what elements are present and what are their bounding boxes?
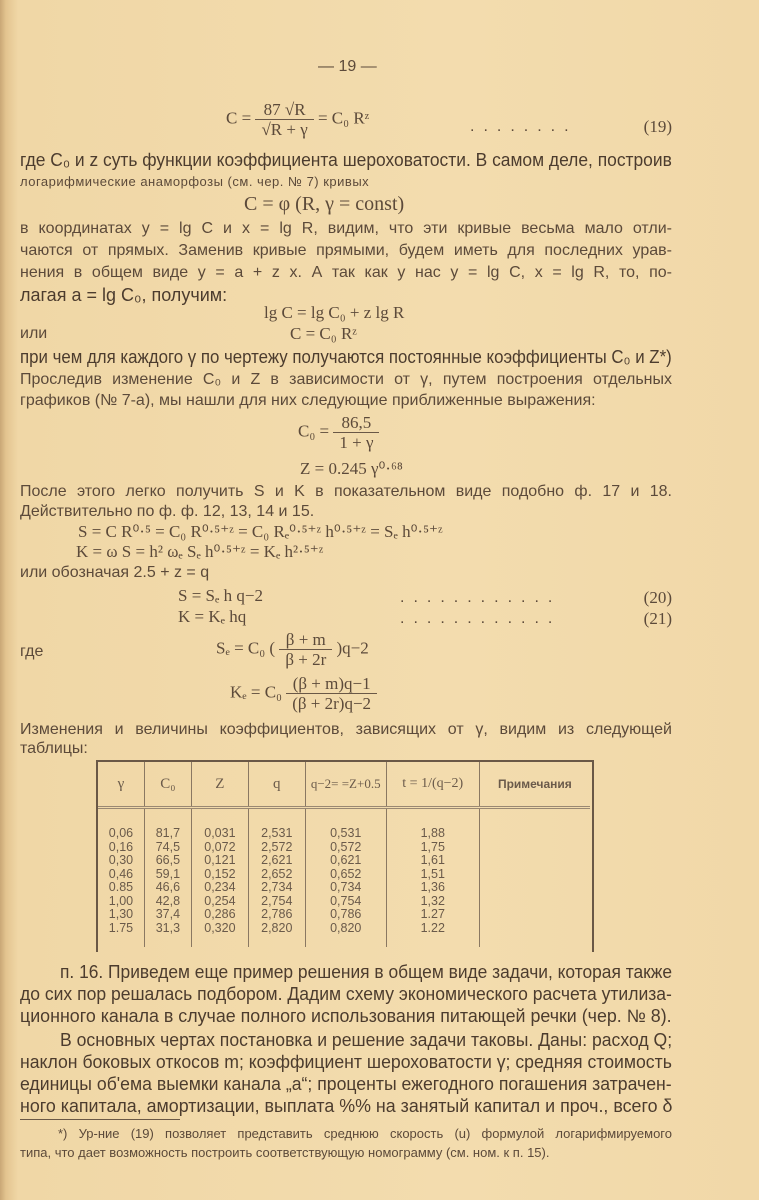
table-cell: 0,234 [204, 880, 236, 894]
table-cell: 0,06 [108, 826, 134, 840]
equation-20: S = Sₑ h q−2 [178, 586, 263, 605]
text-line: Действительно по ф. ф. 12, 13, 14 и 15. [20, 503, 315, 520]
table-cell: 1.75 [108, 920, 134, 935]
table-column-cells [248, 808, 305, 948]
text-line: ного капитала, амортизации, выплата %% на занятый капитал и проч., всего δ [20, 1096, 673, 1116]
table-cell: 1,36 [420, 880, 445, 894]
text-line: при чем для каждого γ по чертежу получаются постоянные коэффициенты C₀ и Z*) [20, 347, 672, 367]
table-cell: 0,254 [204, 893, 236, 908]
text-line: наклон боковых откосов m; коэффициент шероховатости γ; средняя стоимость [20, 1052, 672, 1072]
table-column-cells [191, 808, 248, 948]
text-line: в координатах y = lg C и x = lg R, видим, что эти кривые весьма мало отли- [20, 220, 672, 237]
text-line: таблицы: [20, 740, 88, 757]
leader-dots: ............ [400, 610, 562, 627]
text-line: единицы об'ема выемки канала „a“; проценты ежегодного погашения затрачен- [20, 1074, 672, 1094]
table-cell: 0,286 [204, 907, 236, 921]
text-line: графиков (№ 7-а), мы нашли для них следующие приближенные выражения: [20, 392, 596, 409]
eq21-label: (21) [643, 609, 672, 628]
table-cell: 0,652 [330, 866, 362, 881]
table-cell: 0,320 [204, 920, 236, 935]
table-cell: 0,031 [204, 826, 236, 840]
eq-ke-denominator: (β + 2r)q−2 [292, 694, 372, 713]
table-notes-cell [479, 808, 590, 948]
table-cell: 2,621 [261, 853, 293, 867]
table-cell: 2,734 [261, 880, 293, 894]
table-cell: 1,61 [420, 853, 445, 867]
table-cell: 1.27 [420, 907, 445, 921]
text-line: или обозначая 2.5 + z = q [20, 564, 210, 581]
table-cell: 1,51 [420, 866, 445, 881]
equation-c0 [298, 413, 379, 452]
eq-c0-numerator: 86,5 [333, 413, 379, 433]
text-line: Проследив изменение C₀ и Z в зависимости от γ, путем построения отдельных [20, 371, 672, 388]
eq-c0-lhs: C₀ = [298, 421, 330, 441]
table-cell: 1,32 [420, 893, 445, 908]
coefficients-table [98, 762, 590, 947]
eq19-lhs: C = [226, 108, 252, 128]
footnote-line: *) Ур-ние (19) позволяет представить среднюю скорость (u) формулой логарифмируемого [58, 1126, 672, 1141]
header-q-minus-2: q−2= =Z+0.5 [305, 762, 386, 808]
text-line: чаются от прямых. Заменив кривые прямыми, будем иметь для последних урав- [20, 242, 672, 259]
table-cell: 0,121 [204, 853, 236, 867]
text-line: Изменения и величины коэффициентов, зависящих от γ, видим из следующей [20, 721, 672, 738]
header-notes: Примечания [479, 762, 590, 808]
footnote-divider [20, 1119, 180, 1120]
eq-c0-denominator: 1 + γ [339, 433, 374, 452]
text-line: логарифмические анаморфозы (см. чер. № 7) кривых [20, 174, 370, 189]
equation-21: K = Kₑ hq [178, 607, 247, 626]
table-cell: 0,152 [204, 866, 236, 881]
footnote-line: типа, что дает возможность построить соответствующую номограмму (см. ном. к п. 15). [20, 1145, 550, 1160]
table-cell: 2,754 [261, 893, 293, 908]
text-line: В основных чертах постановка и решение задачи таковы. Даны: расход Q; [60, 1030, 673, 1050]
table-cell: 2,531 [261, 826, 293, 840]
text-line: После этого легко получить S и K в показательном виде подобно ф. 17 и 18. [20, 483, 672, 500]
text-or: или [20, 325, 48, 342]
table-cell: 31,3 [155, 920, 181, 935]
text-line: до сих пор решалась подбором. Дадим схему экономического расчета утилиза- [20, 984, 672, 1004]
table-cell: 2,572 [261, 839, 293, 854]
table-cell: 59,1 [155, 866, 181, 881]
equation-19 [226, 100, 369, 139]
table-cell: 1,00 [108, 893, 134, 908]
table-cell: 0,572 [330, 839, 362, 854]
header-gamma: γ [98, 762, 144, 808]
table-cell: 1.22 [420, 920, 445, 935]
table-cell: 0.85 [108, 880, 134, 894]
table-cell: 0,820 [330, 920, 362, 935]
equation-c: C = C₀ Rᶻ [290, 324, 357, 343]
table-cell: 74,5 [155, 839, 181, 854]
table-cell: 46,6 [155, 880, 181, 894]
eq-se-numerator: β + m [279, 630, 332, 650]
table-cell: 1,75 [420, 839, 445, 854]
eq-ke-numerator: (β + m)q−1 [286, 674, 377, 694]
text-line: лагая a = lg C₀, получим: [20, 285, 228, 305]
header-z: Z [191, 762, 248, 808]
eq-se-rhs: )q−2 [336, 638, 369, 658]
table-cell: 81,7 [155, 826, 181, 840]
table-cell: 1,88 [420, 826, 445, 840]
table-column-cells [305, 808, 386, 948]
eq19-label: (19) [643, 117, 672, 136]
table-cell: 42,8 [155, 893, 181, 908]
table-cell: 2,786 [261, 907, 293, 921]
equation-z: Z = 0.245 γ⁰·⁶⁸ [300, 459, 403, 478]
table-cell: 0,16 [108, 839, 134, 854]
table-cell: 0,734 [330, 880, 362, 894]
header-q: q [248, 762, 305, 808]
leader-dots: ............ [400, 589, 562, 606]
table-row [98, 808, 590, 948]
table-header-row [98, 762, 590, 808]
text-line: п. 16. Приведем еще пример решения в общем виде задачи, которая также [60, 962, 673, 982]
table-cell: 0,30 [108, 853, 134, 867]
table-column-cells [386, 808, 479, 948]
table-column-cells [98, 808, 144, 948]
table-cell: 2,820 [261, 920, 293, 935]
equation-se [216, 630, 369, 669]
eq-ke-lhs: Kₑ = C₀ [230, 682, 282, 702]
table-cell: 0,754 [330, 893, 362, 908]
equation-s: S = C R⁰·⁵ = C₀ R⁰·⁵⁺ᶻ = C₀ Rₑ⁰·⁵⁺ᶻ h⁰·⁵⁺ᶻ = Sₑ h⁰·⁵⁺ᶻ [78, 522, 443, 541]
table-cell: 0,46 [108, 866, 134, 881]
table-cell: 0,621 [330, 853, 362, 867]
equation-k: K = ω S = h² ωₑ Sₑ h⁰·⁵⁺ᶻ = Kₑ h²·⁵⁺ᶻ [76, 542, 324, 561]
eq19-rhs: = C₀ Rᶻ [317, 108, 370, 128]
table-cell: 2,652 [261, 866, 293, 881]
eq-se-denominator: β + 2r [285, 650, 327, 669]
eq20-label: (20) [643, 588, 672, 607]
eq19-denominator: √R + γ [261, 120, 308, 139]
page-number: — 19 — [318, 58, 377, 75]
eq19-numerator: 87 √R [255, 100, 313, 120]
table-cell: 0,786 [330, 907, 362, 921]
header-t: t = 1/(q−2) [386, 762, 479, 808]
text-where: где [20, 643, 44, 660]
table-cell: 1,30 [108, 907, 134, 921]
table-cell: 0,072 [204, 839, 236, 854]
table-cell: 0,531 [330, 826, 362, 840]
equation-phi: C = φ (R, γ = const) [244, 193, 405, 215]
leader-dots: ........ [470, 118, 578, 135]
header-c0: C₀ [144, 762, 191, 808]
text-line: нения в общем виде y = a + z x. А так как у нас y = lg C, x = lg R, то, по- [20, 264, 672, 281]
equation-lg: lg C = lg C₀ + z lg R [264, 303, 405, 322]
table-column-cells [144, 808, 191, 948]
text-line: где C₀ и z суть функции коэффициента шероховатости. В самом деле, построив [20, 150, 672, 170]
table-cell: 37,4 [155, 907, 181, 921]
equation-ke [230, 674, 377, 713]
text-line: ционного канала в случае полного использования питающей речки (чер. № 8). [20, 1006, 672, 1026]
eq-se-lhs: Sₑ = C₀ ( [216, 638, 276, 658]
table-cell: 66,5 [155, 853, 181, 867]
